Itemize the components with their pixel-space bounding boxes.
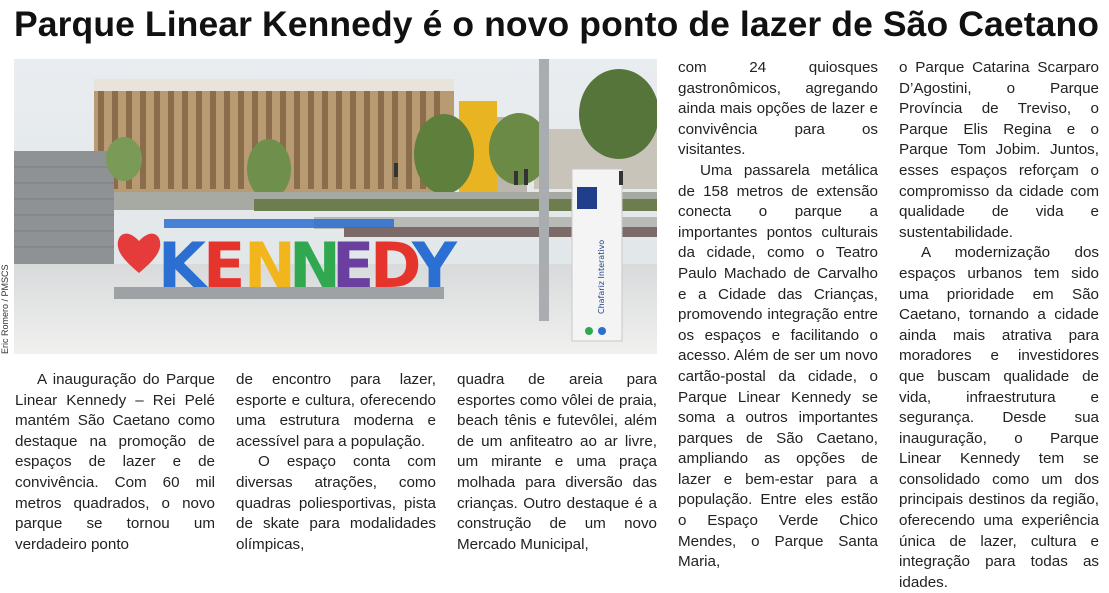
paragraph: de encontro para lazer, esporte e cultura, oferecendo uma estrutura moderna e acessível para a população. — [236, 371, 436, 450]
sign-letter-n: N — [289, 229, 341, 302]
paragraph: o Parque Catarina Scarparo D’Agostini, o Parque Província de Treviso, o Parque Elis Regina e o Parque Tom Jobim. Juntos, esses espaços reforçam o compromisso da cidade com qualidade de vida e sustentabilidade. — [899, 59, 1099, 241]
text-column-4 — [678, 58, 878, 573]
paragraph: com 24 quiosques gastronômicos, agregando ainda mais opções de lazer e convivência para os visitantes. — [678, 59, 878, 159]
article-headline: Parque Linear Kennedy é o novo ponto de lazer de São Caetano — [14, 4, 1100, 44]
paragraph: A inauguração do Parque Linear Kennedy – Rei Pelé mantém São Caetano como destaque na promoção de espaços de lazer e de convivência. Com 60 mil metros quadrados, o novo parque se tornou um verdadeiro ponto — [15, 371, 215, 553]
photo-credit: Eric Romero / PMSCS — [0, 264, 10, 354]
sign-letter-k: K — [158, 229, 207, 302]
paragraph: quadra de areia para esportes como vôlei de praia, beach tênis e futevôlei, além de um anfiteatro ao ar livre, um mirante e uma praça molhada para diversão das crianças. Outro destaque é a construção de um novo Mercado Municipal, — [457, 371, 657, 553]
totem-label: Chafariz Interativo — [597, 239, 606, 314]
sign-letter-d: D — [370, 229, 422, 302]
text-column-1 — [15, 370, 215, 555]
paragraph: O espaço conta com diversas atrações, como quadras poliesportivas, pista de skate para modalidades olímpicas, — [236, 453, 436, 553]
sign-letter-y: Y — [412, 229, 457, 302]
text-column-2 — [236, 370, 436, 555]
kennedy-sign-letters — [158, 229, 458, 302]
paragraph: A modernização dos espaços urbanos tem sido uma prioridade em São Caetano, tornando a cidade ainda mais atrativa para moradores e investidores que buscam qualidade de vida, infraestrutura e segurança. Desde sua inauguração, o Parque Linear Kennedy tem se consolidado como um dos principais destinos da região, oferecendo uma experiência única de lazer, cultura e integração para todas as idades. — [899, 244, 1099, 591]
text-column-3 — [457, 370, 657, 555]
sign-letter-e: E — [332, 229, 375, 302]
paragraph: Uma passarela metálica de 158 metros de extensão conecta o parque a importantes pontos culturais da cidade, como o Teatro Paulo Machado de Carvalho e a Cidade das Crianças, promovendo integração entre os espaços e facilitando o acesso. Além de ser um novo cartão-postal da cidade, o Parque Linear Kennedy se soma a outros importantes parques de São Caetano, ampliando as opções de lazer e bem-estar para a população. Entre eles estão o Espaço Verde Chico Mendes, o Parque Santa Maria, — [678, 161, 878, 571]
sign-letter-e: E — [203, 229, 246, 302]
article-photo — [14, 59, 657, 354]
park-photo-illustration — [14, 59, 657, 354]
sign-letter-n: N — [244, 229, 296, 302]
text-column-5 — [899, 58, 1099, 593]
